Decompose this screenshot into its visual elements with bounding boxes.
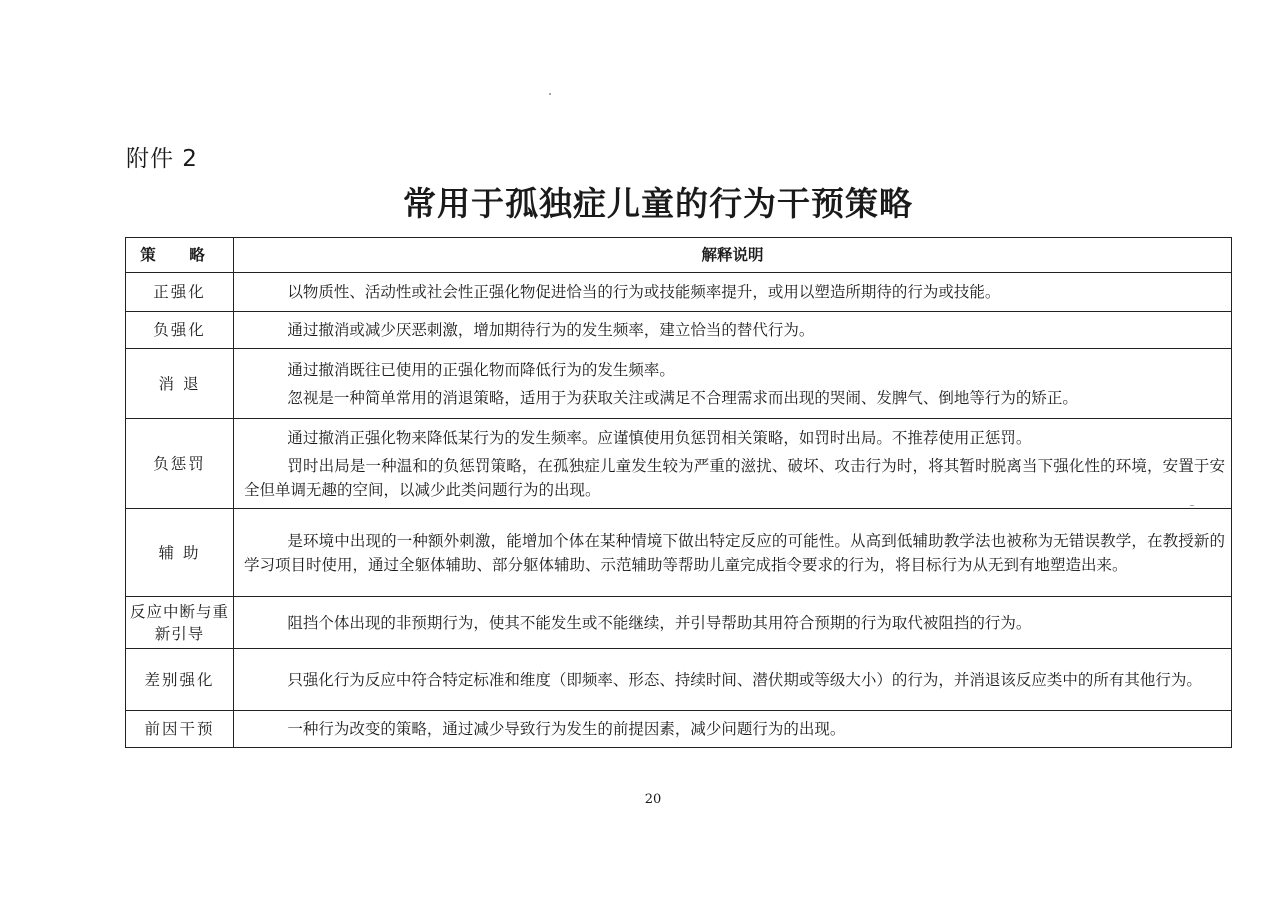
explanation-paragraph: 通过撤消正强化物来降低某行为的发生频率。应谨慎使用负惩罚相关策略，如罚时出局。不推荐使用正惩罚。 [287, 428, 1032, 447]
strategy-name: 反应中断与重新引导 [126, 597, 234, 649]
explanation-paragraph: 罚时出局是一种温和的负惩罚策略，在孤独症儿童发生较为严重的滋扰、破坏、攻击行为时，将其暂时脱离当下强化性的环境，安置于安全但单调无趣的空间，以减少此类问题行为的出现。 [244, 456, 1225, 499]
page-number: 20 [644, 792, 662, 807]
table-row [126, 312, 1232, 349]
explanation-paragraph: 是环境中出现的一种额外刺激，能增加个体在某种情境下做出特定反应的可能性。从高到低辅助教学法也被称为无错误教学，在教授新的学习项目时使用，通过全躯体辅助、部分躯体辅助、示范辅助等帮助儿童完成指令要求的行为，将目标行为从无到有地塑造出来。 [244, 531, 1225, 574]
strategy-name: 负强化 [126, 312, 234, 349]
table-row [126, 711, 1232, 748]
header-explanation: 解释说明 [234, 238, 1232, 273]
explanation-paragraph: 通过撤消或减少厌恶刺激，增加期待行为的发生频率，建立恰当的替代行为。 [287, 321, 815, 339]
attachment-label: 附件 2 [126, 146, 198, 172]
strategy-name: 前因干预 [126, 711, 234, 748]
table-header-row [126, 238, 1232, 273]
table-body [126, 273, 1232, 748]
explanation-paragraph: 忽视是一种简单常用的消退策略，适用于为获取关注或满足不合理需求而出现的哭闹、发脾气、倒地等行为的矫正。 [287, 388, 1078, 407]
strategy-name: 辅 助 [126, 509, 234, 597]
strategy-explanation [234, 419, 1232, 509]
strategy-explanation [234, 711, 1232, 748]
strategy-explanation [234, 509, 1232, 597]
explanation-paragraph: 一种行为改变的策略，通过减少导致行为发生的前提因素，减少问题行为的出现。 [287, 720, 846, 738]
explanation-paragraph: 只强化行为反应中符合特定标准和维度（即频率、形态、持续时间、潜伏期或等级大小）的行为，并消退该反应类中的所有其他行为。 [287, 670, 1202, 689]
strategy-explanation [234, 597, 1232, 649]
strategy-explanation [234, 649, 1232, 711]
strategy-name: 差别强化 [126, 649, 234, 711]
strategy-name: 消 退 [126, 349, 234, 419]
table-row [126, 349, 1232, 419]
strategy-explanation [234, 349, 1232, 419]
explanation-paragraph: 阻挡个体出现的非预期行为，使其不能发生或不能继续，并引导帮助其用符合预期的行为取代被阻挡的行为。 [287, 613, 1032, 632]
explanation-paragraph: 通过撤消既往已使用的正强化物而降低行为的发生频率。 [287, 360, 675, 379]
explanation-paragraph: 以物质性、活动性或社会性正强化物促进恰当的行为或技能频率提升，或用以塑造所期待的行为或技能。 [287, 283, 1001, 301]
strategy-explanation [234, 273, 1232, 312]
table-row [126, 509, 1232, 597]
scan-speck [549, 93, 551, 95]
strategy-table [125, 237, 1232, 748]
table-row [126, 419, 1232, 509]
header-strategy: 策 略 [126, 238, 234, 273]
document-title: 常用于孤独症儿童的行为干预策略 [403, 184, 913, 223]
table-row [126, 597, 1232, 649]
strategy-name: 正强化 [126, 273, 234, 312]
strategy-name: 负惩罚 [126, 419, 234, 509]
table-row [126, 649, 1232, 711]
table-row [126, 273, 1232, 312]
strategy-explanation [234, 312, 1232, 349]
